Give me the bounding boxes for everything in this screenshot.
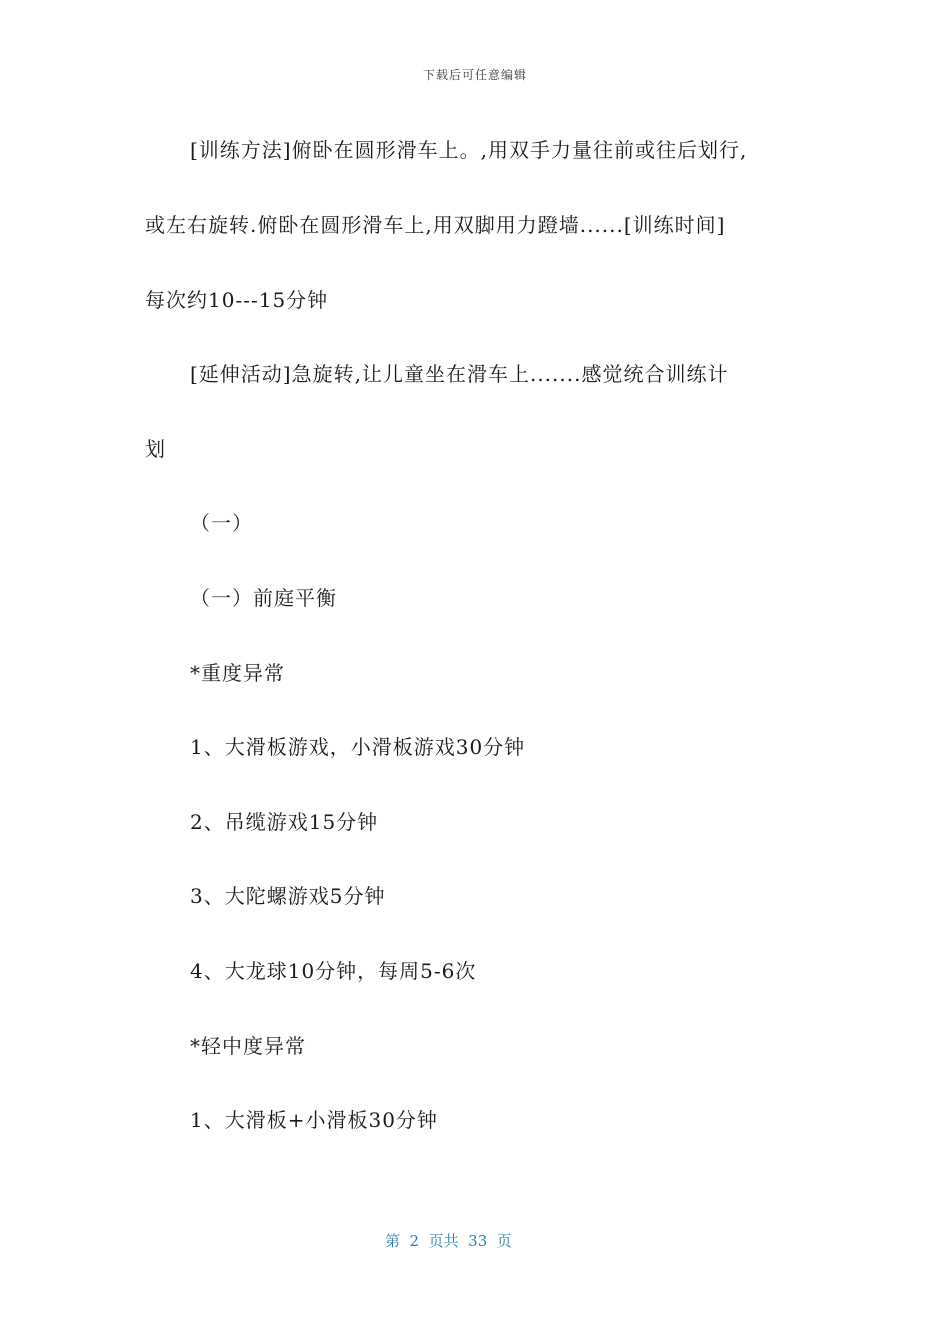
- paragraph-line: 划: [145, 437, 166, 461]
- list-item: 1、大滑板+小滑板30分钟: [190, 1108, 438, 1132]
- list-item: 3、大陀螺游戏5分钟: [190, 884, 386, 908]
- page-header: 下载后可任意编辑: [422, 68, 527, 82]
- page-footer: 第 2 页共 33 页: [385, 1232, 512, 1250]
- subsection-heading: *重度异常: [190, 661, 285, 685]
- paragraph-line: 每次约10---15分钟: [145, 288, 329, 312]
- section-heading: （一）前庭平衡: [190, 586, 337, 610]
- list-heading: （一）: [190, 511, 253, 535]
- subsection-heading: *轻中度异常: [190, 1034, 306, 1058]
- paragraph-line: [训练方法]俯卧在圆形滑车上。,用双手力量往前或往后划行,: [190, 138, 748, 162]
- list-item: 4、大龙球10分钟，每周5-6次: [190, 959, 477, 983]
- list-item: 1、大滑板游戏，小滑板游戏30分钟: [190, 735, 526, 759]
- list-item: 2、吊缆游戏15分钟: [190, 810, 379, 834]
- paragraph-line: 或左右旋转.俯卧在圆形滑车上,用双脚用力蹬墙......[训练时间]: [145, 213, 726, 237]
- paragraph-line: [延伸活动]急旋转,让儿童坐在滑车上.......感觉统合训练计: [190, 362, 729, 386]
